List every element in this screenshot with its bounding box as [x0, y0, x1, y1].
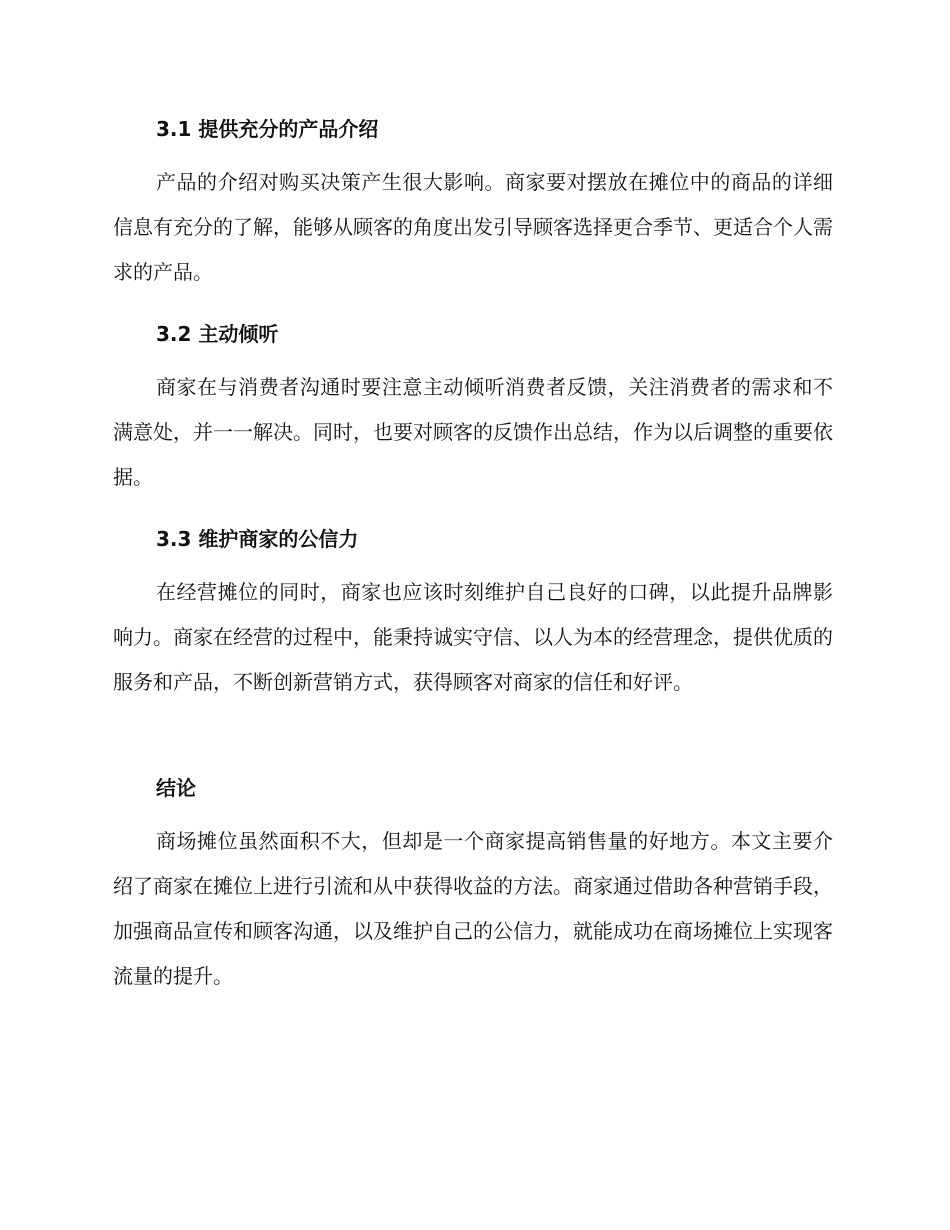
section-credibility	[113, 525, 833, 705]
section-active-listening	[113, 320, 833, 500]
section-product-intro	[113, 115, 833, 295]
section-heading: 3.1 提供充分的产品介绍	[156, 117, 379, 141]
section-heading: 3.3 维护商家的公信力	[156, 527, 359, 551]
section-paragraph: 商家在与消费者沟通时要注意主动倾听消费者反馈，关注消费者的需求和不满意处，并一一解决。同时，也要对顾客的反馈作出总结，作为以后调整的重要依据。	[113, 375, 833, 489]
section-heading: 3.2 主动倾听	[156, 322, 279, 346]
section-paragraph: 商场摊位虽然面积不大，但却是一个商家提高销售量的好地方。本文主要介绍了商家在摊位上进行引流和从中获得收益的方法。商家通过借助各种营销手段，加强商品宣传和顾客沟通，以及维护自己的公信力，就能成功在商场摊位上实现客流量的提升。	[113, 829, 833, 988]
section-heading: 结论	[156, 776, 196, 800]
section-conclusion	[113, 774, 833, 999]
section-paragraph: 产品的介绍对购买决策产生很大影响。商家要对摆放在摊位中的商品的详细信息有充分的了解，能够从顾客的角度出发引导顾客选择更合季节、更适合个人需求的产品。	[113, 170, 833, 284]
section-paragraph: 在经营摊位的同时，商家也应该时刻维护自己良好的口碑，以此提升品牌影响力。商家在经营的过程中，能秉持诚实守信、以人为本的经营理念，提供优质的服务和产品，不断创新营销方式，获得顾客对商家的信任和好评。	[113, 580, 833, 694]
